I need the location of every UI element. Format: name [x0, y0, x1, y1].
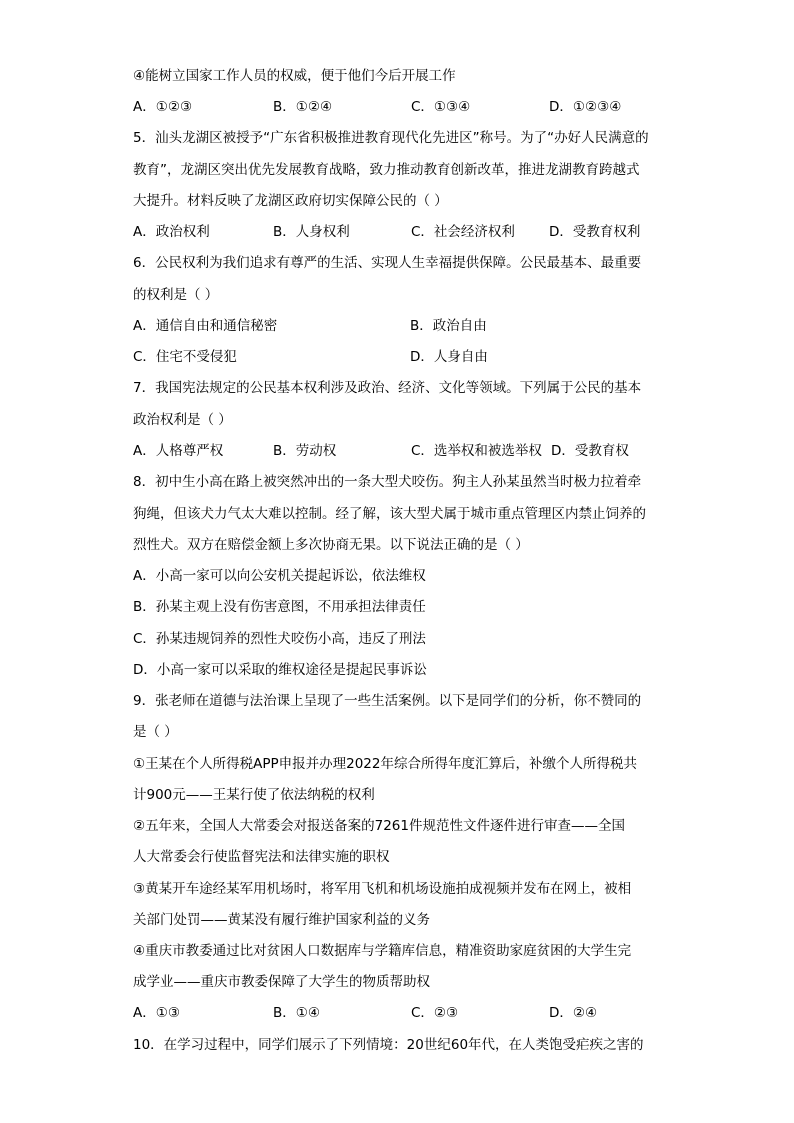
q6-option-c: C．住宅不受侵犯 — [133, 349, 237, 365]
q8-stem-line1: 8．初中生小高在路上被突然冲出的一条大型犬咬伤。狗主人孙某虽然当时极力拉着牵 — [133, 474, 642, 490]
q9-statement-4-line2: 成学业——重庆市教委保障了大学生的物质帮助权 — [133, 974, 430, 990]
q9-option-b: B．①④ — [273, 1005, 320, 1021]
q6-option-a: A．通信自由和通信秘密 — [133, 318, 278, 334]
q9-statement-2-line2: 人大常委会行使监督宪法和法律实施的职权 — [133, 849, 390, 865]
q4-option-c: C．①③④ — [411, 99, 471, 115]
q8-stem-line3: 烈性犬。双方在赔偿金额上多次协商无果。以下说法正确的是（ ） — [133, 537, 529, 553]
q7-option-b: B．劳动权 — [273, 443, 337, 459]
q8-option-b: B．孙某主观上没有伤害意图，不用承担法律责任 — [133, 599, 426, 615]
q6-option-d: D．人身自由 — [410, 349, 488, 365]
q8-stem-line2: 狗绳，但该犬力气太大难以控制。经了解，该大型犬属于城市重点管理区内禁止饲养的 — [133, 506, 646, 522]
q9-statement-1-line1: ①王某在个人所得税APP申报并办理2022年综合所得年度汇算后，补缴个人所得税共 — [133, 756, 637, 772]
q10-stem-line1: 10．在学习过程中，同学们展示了下列情境：20世纪60年代，在人类饱受疟疾之害的 — [133, 1037, 644, 1053]
q4-option-a: A．①②③ — [133, 99, 193, 115]
q6-option-b: B．政治自由 — [410, 318, 487, 334]
q9-statement-1-line2: 计900元——王某行使了依法纳税的权利 — [133, 787, 375, 803]
q5-stem-line2: 教育”，龙湖区突出优先发展教育战略，致力推动教育创新改革，推进龙湖教育跨越式 — [133, 162, 640, 178]
q7-stem-line1: 7．我国宪法规定的公民基本权利涉及政治、经济、文化等领域。下列属于公民的基本 — [133, 380, 642, 396]
q4-statement-4: ④能树立国家工作人员的权威，便于他们今后开展工作 — [133, 68, 456, 84]
q5-option-a: A．政治权利 — [133, 224, 210, 240]
q9-statement-3-line2: 关部门处罚——黄某没有履行维护国家利益的义务 — [133, 912, 430, 928]
q9-statement-3-line1: ③黄某开车途经某军用机场时，将军用飞机和机场设施拍成视频并发布在网上，被相 — [133, 881, 632, 897]
q9-option-d: D．②④ — [549, 1005, 598, 1021]
q7-option-c: C．选举权和被选举权 — [411, 443, 542, 459]
q9-stem-line2: 是（ ） — [133, 724, 178, 740]
q4-option-b: B．①②④ — [273, 99, 333, 115]
q9-statement-2-line1: ②五年来，全国人大常委会对报送备案的7261件规范性文件逐件进行审查——全国 — [133, 818, 625, 834]
q4-option-d: D．①②③④ — [549, 99, 622, 115]
q8-option-a: A．小高一家可以向公安机关提起诉讼，依法维权 — [133, 568, 426, 584]
q8-option-d: D．小高一家可以采取的维权途径是提起民事诉讼 — [133, 662, 427, 678]
q7-option-d: D．受教育权 — [551, 443, 629, 459]
q9-option-a: A．①③ — [133, 1005, 180, 1021]
q6-stem-line2: 的权利是（ ） — [133, 287, 219, 303]
q5-stem-line1: 5．汕头龙湖区被授予“广东省积极推进教育现代化先进区”称号。为了“办好人民满意的 — [133, 130, 649, 146]
q9-option-c: C．②③ — [411, 1005, 459, 1021]
q5-option-d: D．受教育权利 — [549, 224, 641, 240]
q5-stem-line3: 大提升。材料反映了龙湖区政府切实保障公民的（ ） — [133, 193, 448, 209]
q5-option-b: B．人身权利 — [273, 224, 350, 240]
q9-stem-line1: 9．张老师在道德与法治课上呈现了一些生活案例。以下是同学们的分析，你不赞同的 — [133, 693, 642, 709]
q8-option-c: C．孙某违规饲养的烈性犬咬伤小高，违反了刑法 — [133, 631, 426, 647]
q9-statement-4-line1: ④重庆市教委通过比对贫困人口数据库与学籍库信息，精准资助家庭贫困的大学生完 — [133, 943, 632, 959]
q7-stem-line2: 政治权利是（ ） — [133, 412, 232, 428]
q7-option-a: A．人格尊严权 — [133, 443, 224, 459]
q6-stem-line1: 6．公民权利为我们追求有尊严的生活、实现人生幸福提供保障。公民最基本、最重要 — [133, 255, 642, 271]
q5-option-c: C．社会经济权利 — [411, 224, 515, 240]
